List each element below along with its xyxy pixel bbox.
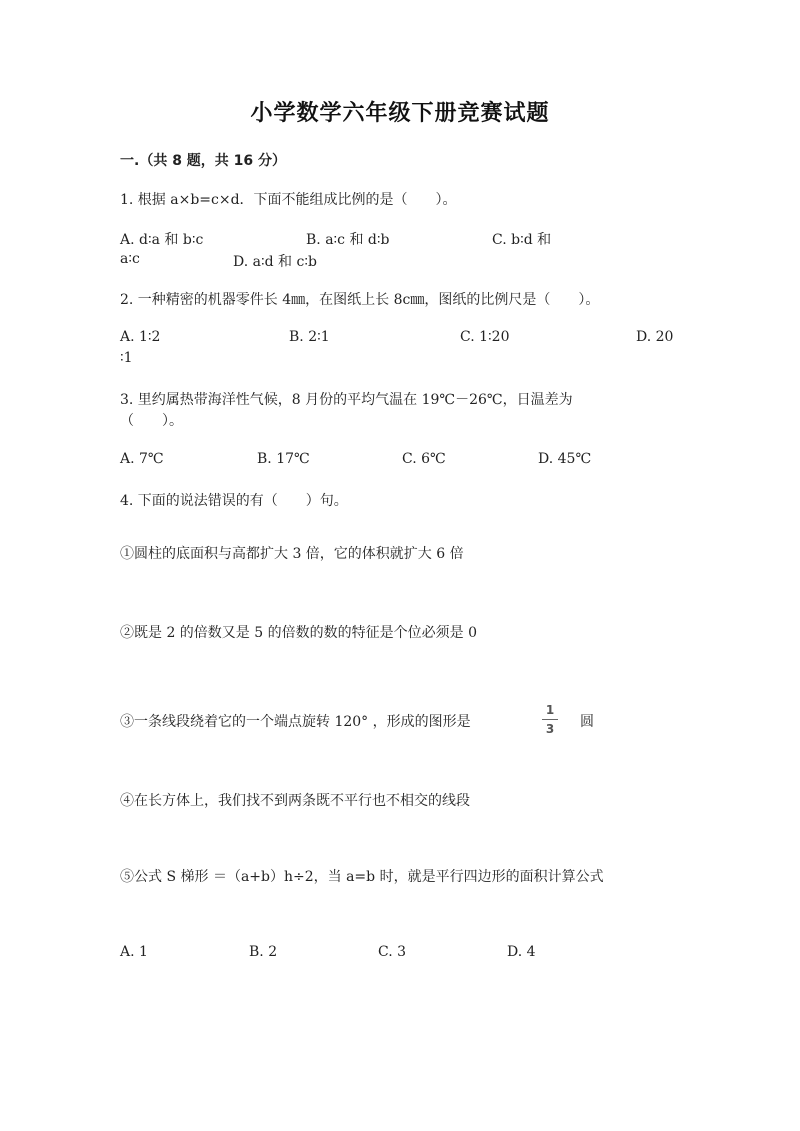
- question-1-stem: 1. 根据 a×b=c×d．下面不能组成比例的是（ ）。: [120, 192, 457, 208]
- question-4-option-c: C. 3: [378, 944, 407, 960]
- question-4-option-a: A. 1: [120, 944, 148, 960]
- question-3-stem-cont: （ ）。: [120, 413, 183, 429]
- question-4-statement-2: ②既是 2 的倍数又是 5 的倍数的数的特征是个位必须是 0: [120, 625, 477, 641]
- question-4-statement-1: ①圆柱的底面积与高都扩大 3 倍，它的体积就扩大 6 倍: [120, 546, 464, 562]
- question-2-option-b: B. 2∶1: [289, 329, 330, 345]
- question-4-stem: 4. 下面的说法错误的有（ ）句。: [120, 493, 348, 509]
- question-1-option-b: B. a∶c 和 d∶b: [306, 232, 390, 248]
- question-3-option-a: A. 7℃: [120, 451, 164, 467]
- question-3-option-b: B. 17℃: [257, 451, 310, 467]
- question-4-statement-4: ④在长方体上，我们找不到两条既不平行也不相交的线段: [120, 793, 470, 809]
- question-4-statement-3: ③一条线段绕着它的一个端点旋转 120° ，形成的图形是: [120, 714, 471, 730]
- question-1-option-c-cont: a∶c: [120, 251, 140, 267]
- question-3-option-d: D. 45℃: [538, 451, 592, 467]
- fraction-denominator: 3: [545, 722, 555, 736]
- question-3-option-c: C. 6℃: [402, 451, 446, 467]
- question-2-option-c: C. 1∶20: [460, 329, 510, 345]
- question-1-option-a: A. d∶a 和 b∶c: [120, 232, 204, 248]
- section-heading: 一.（共 8 题，共 16 分）: [120, 153, 287, 169]
- question-4-option-d: D. 4: [507, 944, 536, 960]
- question-4-statement-3-end: 圆: [580, 714, 594, 730]
- question-3-stem: 3. 里约属热带海洋性气候，8 月份的平均气温在 19℃－26℃，日温差为: [120, 392, 573, 408]
- fraction-bar: [542, 719, 558, 720]
- question-4-option-b: B. 2: [249, 944, 278, 960]
- question-4-statement-5: ⑤公式 S 梯形 ＝（a+b）h÷2，当 a=b 时，就是平行四边形的面积计算公式: [120, 869, 604, 885]
- question-2-option-a: A. 1∶2: [120, 329, 161, 345]
- question-2-option-d: D. 20: [636, 329, 674, 345]
- question-1-option-d: D. a∶d 和 c∶b: [233, 254, 317, 270]
- question-1-option-c: C. b∶d 和: [492, 232, 552, 248]
- question-2-stem: 2. 一种精密的机器零件长 4㎜，在图纸上长 8c㎜，图纸的比例尺是（ ）。: [120, 292, 600, 308]
- one-third-fraction: [540, 703, 560, 736]
- question-2-option-d-cont: ∶1: [120, 350, 133, 366]
- fraction-numerator: 1: [545, 703, 555, 717]
- page-title: 小学数学六年级下册竞赛试题: [250, 101, 550, 126]
